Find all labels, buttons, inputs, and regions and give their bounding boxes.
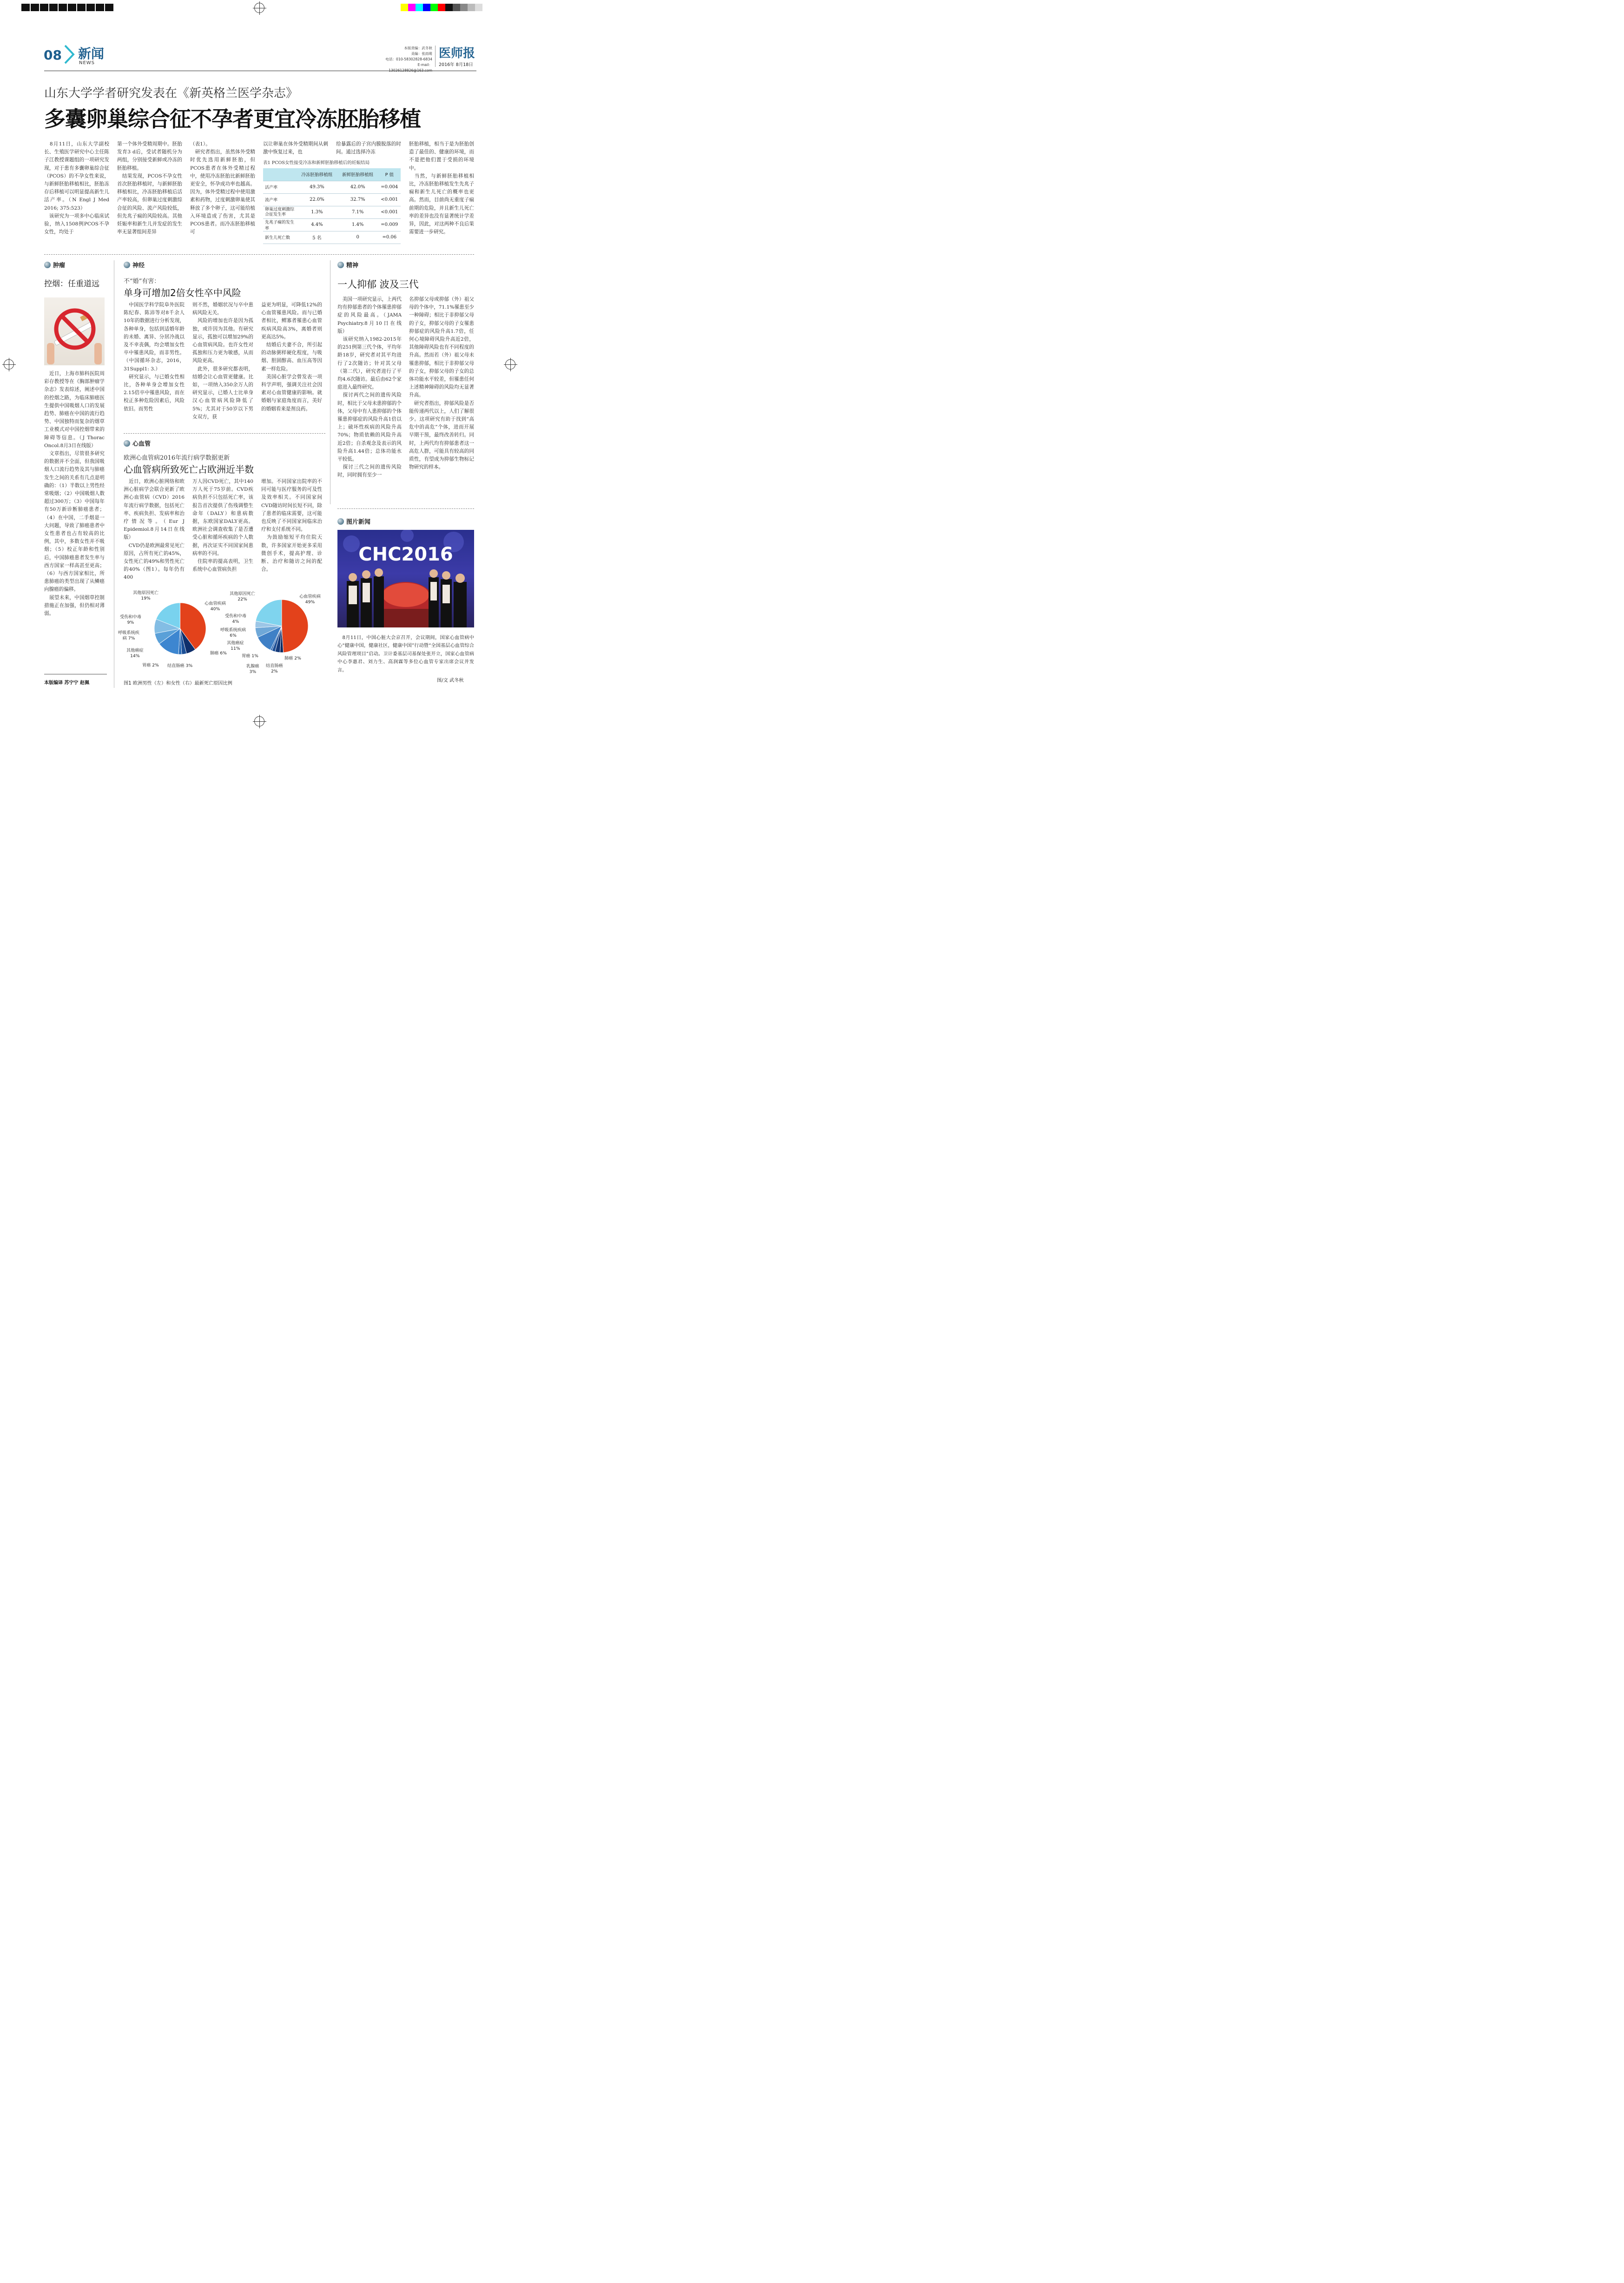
lead-col-3: （表1）。 研究者指出，虽然体外受精时优先选用新鲜胚胎，但PCOS患者在体外受精过程中，使用冷冻胚胎比新鲜胚胎更安全，怀孕成功率也越高。因为，体外受精过程中使用激素和药物，过度刺激卵巢使其释放了多个卵子，这可能给植入环境造成了伤害，尤其是PCOS患者。而冷冻胚胎移植可 [190,141,255,235]
section-divider [124,433,325,434]
table-row: 先兆子痫的发生率 4.4% 1.4% =0.009 [263,218,401,231]
pie-label: 胃癌 1% [242,653,258,659]
page-number: 08 [44,47,62,63]
cardio-col-2: 万人因CVD死亡，其中140万人死于75岁前。CVD疾病负担不只包括死亡率，该报告首次提供了伤残调整生命年（DALY）和患病数据，东欧国家DALY更高。欧洲社会调查收集了是否遭受心脏和循环疾病的个人数据，再次证实不同国家间患病率的不同。 住院率的提高表明，卫生系统中心血管病负担 [192,479,253,573]
section-label-photo: 图片新闻 [337,517,370,526]
psych-headline: 一人抑郁 波及三代 [337,279,419,290]
lead-headline: 多囊卵巢综合征不孕者更宜冷冻胚胎移植 [44,106,421,132]
crop-mark [254,3,264,13]
lead-col-2: 第一个体外受精周期中。胚胎发育3 d后，受试者随机分为两组，分别接受新鲜或冷冻的胚胎移植。 结果发现，PCOS不孕女性首次胚胎移植时，与新鲜胚胎移植相比，冷冻胚胎移植后活产率较高，但卵巢过度刺激综合征的风险、流产风险较低，但先兆子痫的风险较高。其他妊娠率和新生儿并发症的发生率无显著组间差异 [117,141,182,235]
figure-caption: 图1 欧洲男性（左）和女性（右）最新死亡原因比例 [124,681,232,686]
section-title: 新闻 [78,46,105,61]
cardio-col-1: 近日，欧洲心脏网络和欧洲心脏病学会联合更新了欧洲心血管病（CVD）2016年流行病学数据，包括死亡率、疾病负担、发病率和治疗情况等。（Eur J Epidemiol.8月14日在线版） CVD仍是欧洲最常见死亡原因，占所有死亡的45%，女性死亡的49%和男性死亡的40%（图1）。每年仍有400 [124,479,185,581]
event-photo [337,530,474,627]
crop-mark [254,716,264,726]
crop-mark [4,359,14,370]
psych-col-2: 名抑郁父母或抑郁（外）祖父母的个体中，71.1%罹患至少一种障碍；相比于非抑郁父母的子女，抑郁父母的子女罹患抑郁症的风险升高1.7倍，任何心境障碍风险升高近2倍，其他障碍风险也有不同程度的升高。然而若（外）祖父母未罹患抑郁，相比于非抑郁父母的子女，抑郁父母的子女的总体功能水平较差，但罹患任何上述精神障碍的风险均无显著升高。 研究者指出，抑郁风险是否能传递两代以上，人们了解很少。这项研究有助于找到“高危中的高危”个体，进而开展早期干预，最终改善转归。同时，上两代均有抑郁患者这一高危人群，可能具有较高的同质性，有望成为抑郁生物标记物研究的样本。 [409,297,474,470]
cardio-kicker: 欧洲心血管病2016年流行病学数据更新 [124,455,230,462]
table-row: 流产率 22.0% 32.7% <0.001 [263,193,401,206]
issue-date: 2016年 8月18日 [439,62,473,67]
pie-label: 心血管疾病 49% [299,594,321,605]
cardio-col-3: 增加。不同国家出院率的不同可能与医疗服务的可及性及效率相关。不同国家间CVD随访时间长短不同，除了患者的临床需要，这可能也反映了不同国家间临床治疗和支付系统不同。 为鼓励缩短平均住院天数，许多国家开始更多采用微创手术，提高护理、诊断、治疗和随访之间的配合。 [261,479,322,573]
pie-label: 结直肠癌 2% [266,663,283,674]
neuro-col-1: 中国医学科学院阜外医院陈纪春、陈沛等对8千余人10年的数据进行分析发现，各种单身，包括到适婚年龄的未婚、离异、分居冷战以及不幸丧偶，均会增加女性卒中罹患风险，而非男性。（中国循环杂志，2016，31Suppl1: 3.） 研究显示，与已婚女性相比，各种单身会增加女性2.15倍卒中罹患风险，而在校正多种危险因素后，风险依旧。而男性 [124,302,185,412]
pie-label: 胃癌 2% [142,663,159,668]
pie-label: 其他癌症 11% [227,640,244,651]
pie-label: 心血管疾病 40% [205,601,226,612]
photo-credit: 图/文 武冬秋 [437,678,464,683]
section-divider [44,254,474,255]
tumor-headline: 控烟：任重道远 [44,279,99,289]
section-divider [337,508,474,509]
pie-label: 呼吸系统疾 病 7% [118,630,139,641]
pie-label: 肺癌 2% [284,656,301,661]
table-row: 活产率 49.3% 42.0% =0.004 [263,181,401,193]
neuro-col-3: 益更为明显，可降低12%的心血管罹患风险。而与已婚者相比，鳏寡者罹患心血管疾病风险高3%，离婚者则更高达5%。 结婚后夫妻不合，所引起的动脉粥样硬化程度，与吸烟、胆固醇高、血压高等因素一样危险。 美国心脏学会曾发表一项科学声明，强调关注社会因素对心血管健康的影响。就婚姻与家庭角度而言，美好的婚姻看来是剂良药。 [261,302,322,412]
psych-col-1: 美国一项研究显示，上两代均有抑郁患者的个体罹患抑郁症的风险最高。（JAMA Psychiatry.8月10日在线版） 该研究纳入1982-2015年的251例第三代个体，平均年龄18岁，研究者对其平均进行了2次随访；针对其父母（第二代），研究者进行了平均4.6次随访。最后由62个家庭进入最终研究。 探讨两代之间的遗传风险时，相比于父母未患抑郁的个体，父母中有人患抑郁的个体罹患抑郁症的风险升高1倍以上；破坏性疾病的风险升高70%；物质依赖的风险升高近2倍；自杀观念及表示的风险升高1.44倍；总体功能水平较低。 探讨三代之间的遗传风险时，同时拥有至少一 [337,297,402,478]
pie-chart-women [254,599,309,653]
pie-chart-men [153,602,207,655]
table-row: 卵巢过度刺激综合征发生率 1.3% 7.1% <0.001 [263,206,401,218]
lead-col-6: 胚胎移植，相当于是为胚胎创造了最佳的、健康的环境，而不是把他们置于受损的环境中。 当然，与新鲜胚胎移植相比，冷冻胚胎移植发生先兆子痫和新生儿死亡的概率也更高。然而，目前尚无重度子痫前期的危险，并且新生儿死亡率的差异也没有显著统计学差异，因此，对这两种不良后果需要进一步研究。 [409,141,474,235]
paper-logo: 医师报 [439,46,475,60]
lead-table-caption: 表1 PCOS女性接受冷冻和新鲜胚胎移植后的妊娠结局 [263,160,370,165]
pie-label: 呼吸系统疾病 6% [220,627,246,638]
lead-kicker: 山东大学学者研究发表在《新英格兰医学杂志》 [44,86,298,100]
lead-col-5: 给暴露后的子宫内膜脱落的时间。通过选择冷冻 [336,141,401,155]
neuro-col-2: 则不然，婚姻状况与卒中患病风险无关。 风险的增加也许是因为孤独，或许因为其他。有研究显示，孤独可以增加29%的心血管病风险。也许女性对孤独和压力更为敏感，从而风险更高。 此外，很多研究都表明，结婚会让心血管更健康。比如，一项纳入350余万人的研究显示，已婚人士比单身汉心血管病风险降低了5%；尤其对于50岁以下男女双方，获 [192,302,253,420]
crop-mark [505,359,515,370]
section-title-en: NEWS [79,60,95,66]
bullet-icon [124,440,130,447]
table-header [263,168,297,181]
editor-info: 本版责编：武冬秋 美编：张雨萌 电话：010-58302828-6834 E-mail：13026128826@163.com [385,46,432,73]
section-label-psych: 精神 [337,260,358,269]
bullet-icon [337,518,344,525]
bullet-icon [124,262,130,268]
no-smoking-photo [44,297,105,365]
chevron-icon [63,45,75,64]
pie-label: 乳腺癌 3% [246,664,259,674]
table-header: 新鲜胚胎移植组 [337,168,378,181]
bullet-icon [337,262,344,268]
pie-label: 受伤和中毒 9% [120,614,141,625]
section-label-cardio: 心血管 [124,439,151,448]
pie-label: 受伤和中毒 4% [225,614,246,624]
table-header: P 值 [378,168,401,181]
neuro-kicker: 不“婚”有害： [124,278,160,285]
banner-text: CHC2016 [358,544,453,565]
pie-label: 其他原因死亡 22% [230,591,256,602]
pie-label: 其他癌症 14% [126,648,144,659]
pie-slice [282,600,308,653]
table-header: 冷冻胚胎移植组 [297,168,337,181]
pie-label: 其他原因死亡 19% [133,590,159,601]
masthead-divider [435,46,436,67]
table-row: 新生儿死亡数 5 名 0 =0.06 [263,231,401,244]
section-label-neuro: 神经 [124,260,145,269]
tumor-body: 近日，上海市肺科医院周彩存教授等在《胸部肿瘤学杂志》发表综述，阐述中国的控烟之路，为临床肺癌医生提供中国吸烟人口的发展趋势、肺癌在中国的流行趋势、中国独特而复杂的烟草工业模式对中国控烟带来的障碍等信息。（J Thorac Oncol.8月3日在线版） 文章指出，尽管很多研究的数据并不全面，但我国吸烟人口流行趋势及其与肺癌发生之间的关系有几点是明确的：（1）半数以上男性经常吸烟；（2）中国吸烟人数超过300万；（3）中国每年有50万新诊断肺癌患者；（4）在中国，二手烟是一大问题，导致了肺癌患者中女性患者也占有较高的比例，其中，多数女性并不吸烟；（5）校正年龄和性别后，中国肺癌患者发生率与西方国家一样高甚至更高；（6）与西方国家相比，所患肺癌的类型出现了从鳞癌向腺癌的偏移。 展望未来，中国烟草控制措施正在加强，但仍相对薄弱。 [44,371,105,617]
pie-label: 肺癌 6% [210,651,227,656]
lead-table [263,168,401,244]
compile-credit: 本版编译 苏宁宁 赵佩 [44,680,89,686]
neuro-headline: 单身可增加2倍女性卒中风险 [124,287,241,298]
pie-label: 结直肠癌 3% [167,663,193,668]
color-bar-left [21,4,114,11]
section-label-tumor: 肿瘤 [44,260,65,269]
cardio-headline: 心血管病所致死亡占欧洲近半数 [124,464,254,475]
color-bar-right [401,4,493,11]
photo-caption: 8月11日，中国心脏大会京召开，会议期间，国家心血管病中心“健康中国，健康社区，健康中国”行动暨“全国基层心血管综合风险管理项目”启动。卫计委基层司基保处张开立，国家心血管病中心李惠君、刘力生、高润霖等多位心血管专家出席会议并发言。 [337,635,474,673]
bullet-icon [44,262,51,268]
lead-col-4: 以让卵巢在体外受精期间从刺激中恢复过来，也 [263,141,328,155]
lead-col-1: 8月11日，山东大学副校长、生殖医学研究中心主任陈子江教授课题组的一项研究发现，对于患有多囊卵巢综合征（PCOS）的不孕女性来说，与新鲜胚胎移植相比，胚胎冻存后移植可以明显提高新生儿活产率。（N Engl J Med 2016; 375:523） 该研究为一项多中心临床试验，纳入1508例PCOS不孕女性，均处于 [44,141,109,235]
